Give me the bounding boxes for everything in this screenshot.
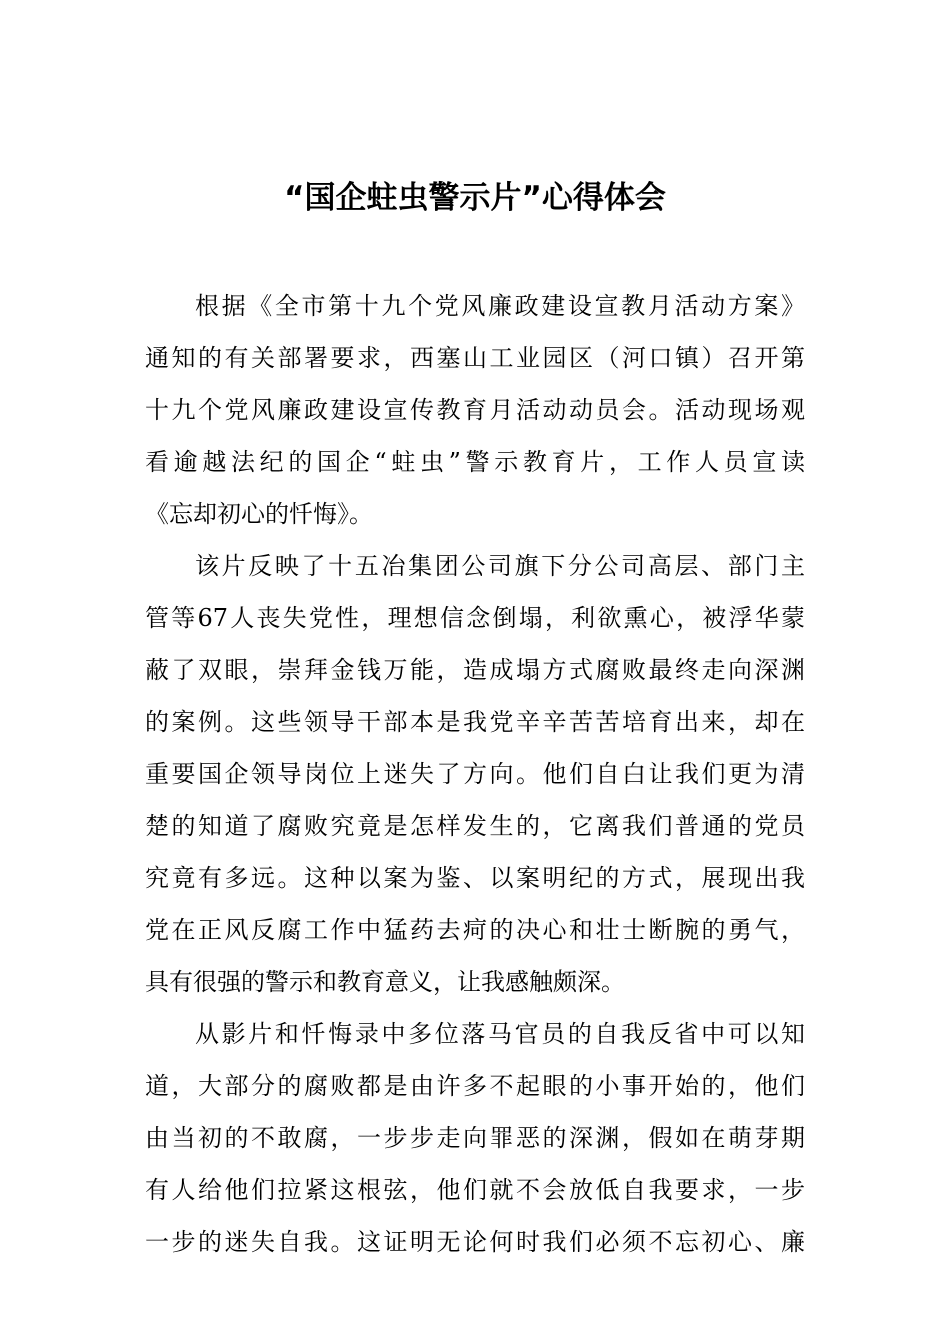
- text-line: 十九个党风廉政建设宣传教育月活动动员会。活动现场观: [145, 396, 805, 424]
- document-title: “国企蛀虫警示片”心得体会: [284, 180, 666, 216]
- text-line: 一步的迷失自我。这证明无论何时我们必须不忘初心、廉: [145, 1228, 805, 1256]
- text-line: 通知的有关部署要求，西塞山工业园区（河口镇）召开第: [145, 344, 805, 372]
- text-line: 该片反映了十五冶集团公司旗下分公司高层、部门主: [195, 552, 805, 580]
- text-line: 重要国企领导岗位上迷失了方向。他们自白让我们更为清: [145, 760, 805, 788]
- text-line: 有人给他们拉紧这根弦，他们就不会放低自我要求，一步: [145, 1176, 805, 1204]
- text-line: 党在正风反腐工作中猛药去疴的决心和壮士断腕的勇气，: [145, 916, 805, 944]
- paragraph-1: [145, 280, 805, 540]
- text-line: 看逾越法纪的国企“蛀虫”警示教育片，工作人员宣读: [145, 448, 805, 476]
- text-line: 《忘却初心的忏悔》。: [145, 500, 373, 528]
- text-line: 具有很强的警示和教育意义，让我感触颇深。: [145, 968, 625, 996]
- paragraph-3: [145, 1008, 805, 1268]
- text-line: 究竟有多远。这种以案为鉴、以案明纪的方式，展现出我: [145, 864, 805, 892]
- text-line: 管等67人丧失党性，理想信念倒塌，利欲熏心，被浮华蒙: [145, 604, 805, 632]
- text-line: 楚的知道了腐败究竟是怎样发生的，它离我们普通的党员: [145, 812, 805, 840]
- text-line: 蔽了双眼，崇拜金钱万能，造成塌方式腐败最终走向深渊: [145, 656, 805, 684]
- document-body: [145, 280, 805, 1268]
- text-line: 根据《全市第十九个党风廉政建设宣教月活动方案》: [195, 292, 805, 320]
- paragraph-2: [145, 540, 805, 1008]
- text-line: 道，大部分的腐败都是由许多不起眼的小事开始的，他们: [145, 1072, 805, 1100]
- text-line: 的案例。这些领导干部本是我党辛辛苦苦培育出来，却在: [145, 708, 805, 736]
- text-line: 从影片和忏悔录中多位落马官员的自我反省中可以知: [195, 1020, 805, 1048]
- text-line: 由当初的不敢腐，一步步走向罪恶的深渊，假如在萌芽期: [145, 1124, 805, 1152]
